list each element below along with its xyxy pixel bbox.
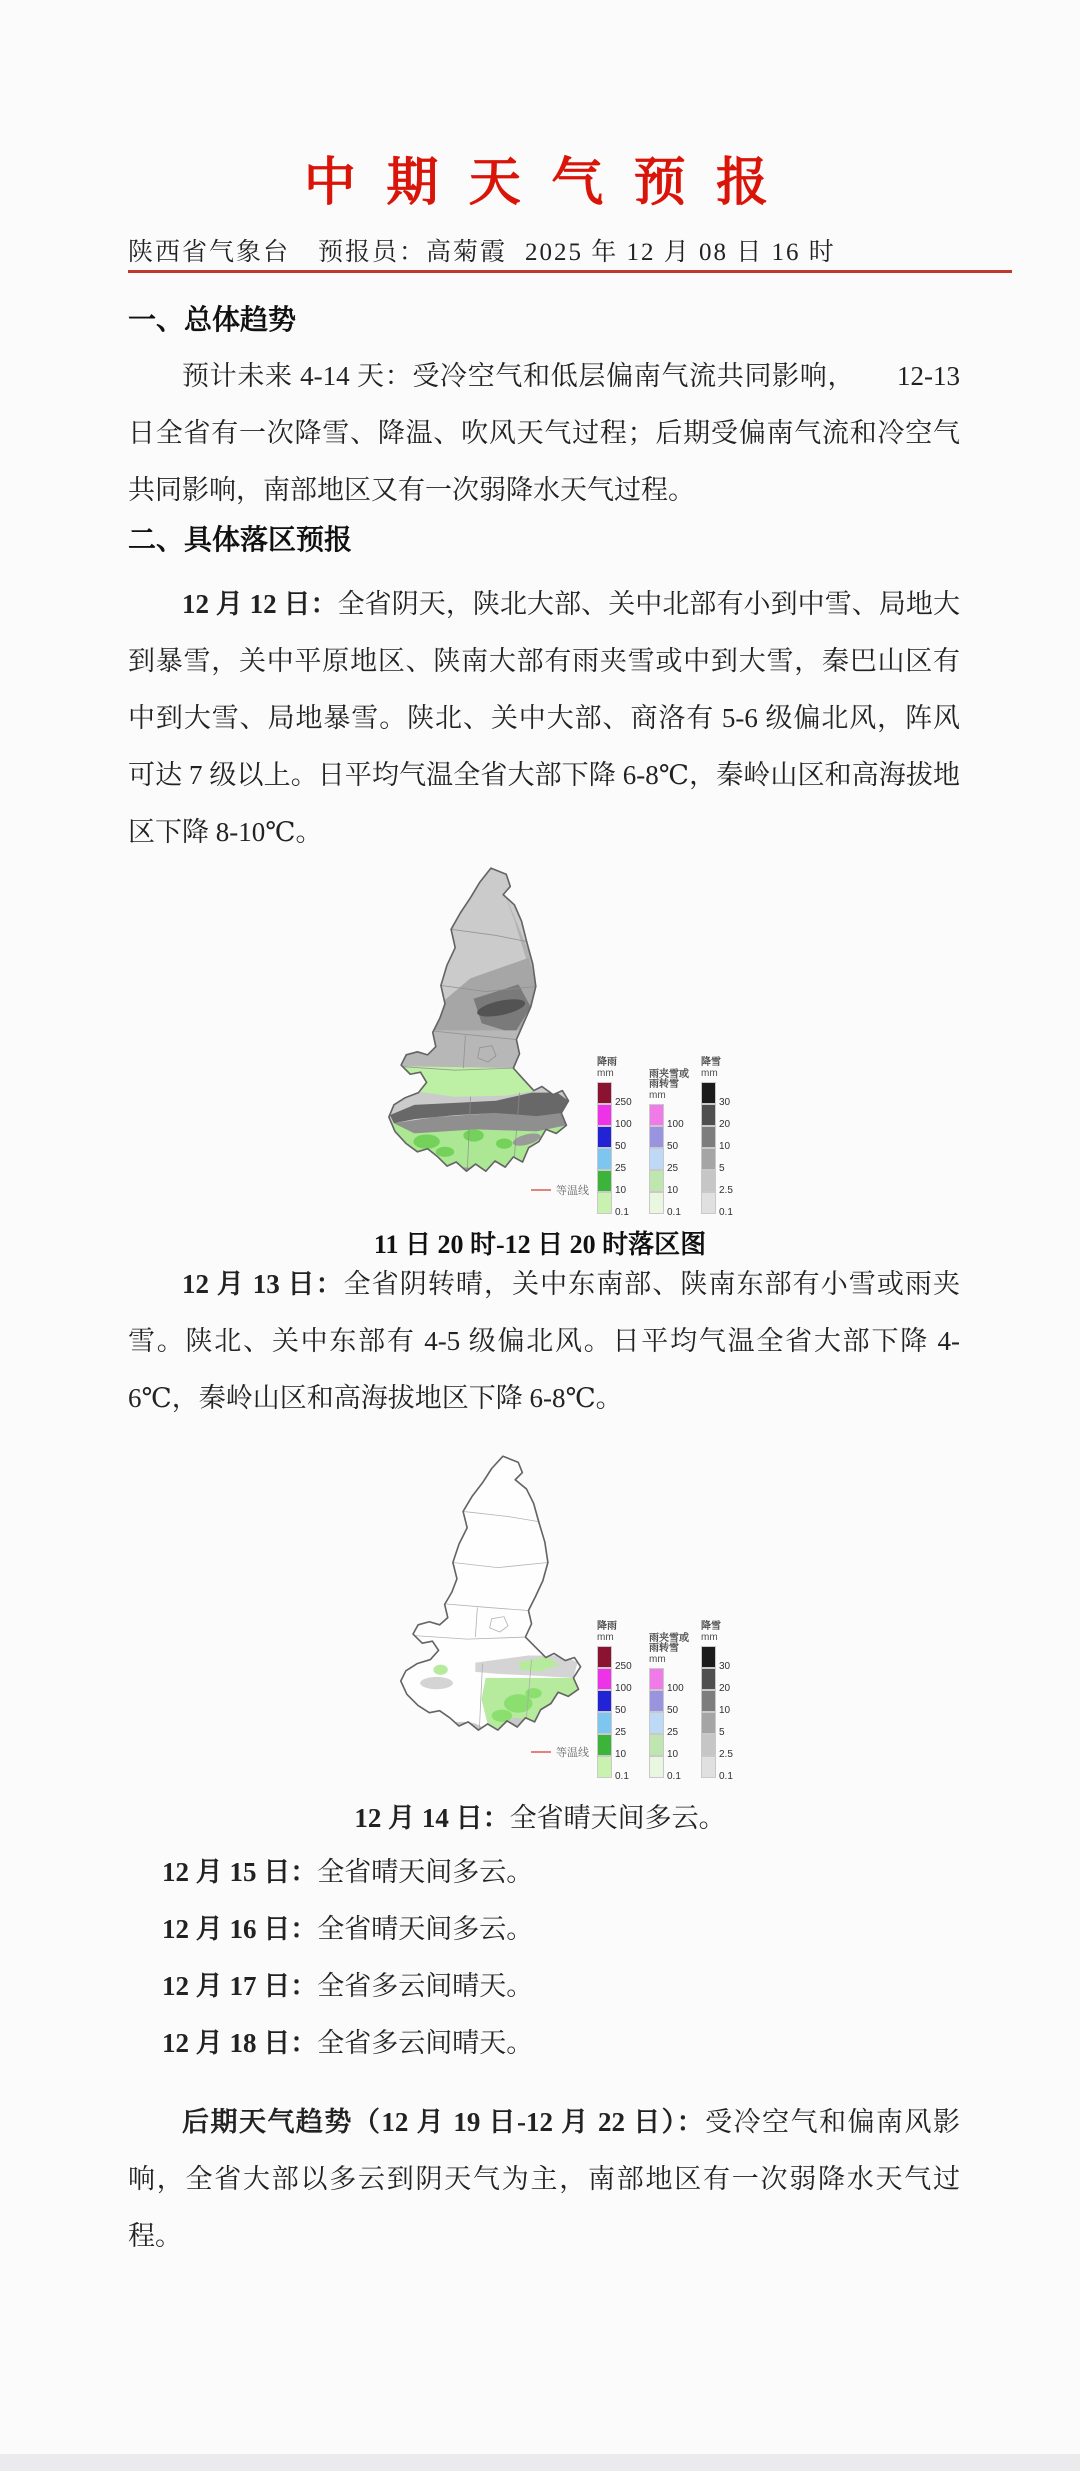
legend-title: 降雨 (597, 1621, 617, 1632)
legend-swatch (649, 1734, 664, 1756)
legend-swatch (701, 1690, 716, 1712)
legend-value: 10 (719, 1141, 731, 1152)
isoline-legend (531, 1744, 589, 1760)
legend-segment (649, 1690, 684, 1716)
map2-legend (597, 1621, 749, 1782)
legend-column (597, 1621, 645, 1782)
legend-segment (649, 1712, 684, 1738)
forecast-dec18 (128, 2015, 960, 2072)
legend-swatch (597, 1734, 612, 1756)
legend-swatch (597, 1646, 612, 1668)
byline-forecaster: 预报员：高菊霞 (318, 239, 508, 266)
legend-value: 50 (615, 1141, 627, 1152)
legend-value: 20 (719, 1683, 731, 1694)
legend-swatch (701, 1126, 716, 1148)
legend-value: 10 (719, 1705, 731, 1716)
isoline-legend (531, 1182, 589, 1198)
legend-segment (649, 1734, 684, 1760)
forecast-text: 全省晴天间多云。 (509, 1803, 726, 1833)
legend-segment (701, 1734, 733, 1760)
precipitation-map-2 (235, 1450, 835, 1800)
legend-unit: mm (597, 1632, 614, 1643)
legend-value: 50 (615, 1705, 627, 1716)
legend-column (701, 1057, 749, 1218)
legend-segment (701, 1148, 733, 1174)
legend-value: 20 (719, 1119, 731, 1130)
legend-swatch (701, 1192, 716, 1214)
legend-segment (649, 1756, 684, 1782)
forecast-dec16 (128, 1901, 960, 1958)
legend-segment (701, 1082, 733, 1108)
legend-segment (597, 1712, 632, 1738)
legend-value: 0.1 (615, 1771, 629, 1782)
legend-value: 100 (615, 1119, 632, 1130)
legend-segment (701, 1668, 733, 1694)
legend-swatch (649, 1668, 664, 1690)
legend-value: 0.1 (667, 1207, 681, 1218)
legend-title: 雨夹雪或雨转雪 (649, 1633, 689, 1654)
forecast-text: 全省晴天间多云。 (317, 1857, 534, 1887)
legend-title: 降雨 (597, 1057, 617, 1068)
closing-text: 受冷空气和偏南风影响，全省大部以多云到阴天气为主，南部地区有一次弱降水天气过程。 (128, 2107, 960, 2251)
section-heading-detail: 二、具体落区预报 (128, 524, 353, 555)
legend-segment (597, 1126, 632, 1152)
legend-value: 2.5 (719, 1749, 733, 1760)
isoline-label: 等温线 (556, 1185, 589, 1197)
legend-value: 250 (615, 1661, 632, 1672)
forecast-date: 12 月 13 日： (182, 1269, 344, 1299)
legend-swatch (597, 1126, 612, 1148)
legend-color-bar (701, 1082, 733, 1218)
forecast-text: 全省阴转晴，关中东南部、陕南东部有小雪或雨夹雪。陕北、关中东部有 4-5 级偏北风。日平均气温全省大部下降 4-6℃，秦岭山区和高海拔地区下降 6-8℃。 (128, 1269, 961, 1413)
legend-value: 5 (719, 1727, 725, 1738)
legend-segment (701, 1756, 733, 1782)
shaanxi-map-dec12 (353, 864, 588, 1211)
legend-column (597, 1057, 645, 1218)
forecast-date: 12 月 16 日： (162, 1914, 318, 1944)
legend-title: 降雪 (701, 1621, 721, 1632)
forecast-text: 全省多云间晴天。 (317, 1971, 534, 2001)
legend-value: 5 (719, 1163, 725, 1174)
byline (128, 232, 1012, 268)
legend-title: 降雪 (701, 1057, 721, 1068)
forecast-text: 全省阴天，陕北大部、关中北部有小到中雪、局地大到暴雪，关中平原地区、陕南大部有雨夹雪或中到大雪，秦巴山区有中到大雪、局地暴雪。陕北、关中大部、商洛有 5-6 级偏北风，阵风可达 7 级以上。日平均气温全省大部下降 6-8℃，秦岭山区和高海拔地区下降 8-10℃。 (128, 589, 960, 847)
shaanxi-map-dec13 (365, 1452, 600, 1767)
forecast-date: 12 月 17 日： (162, 1971, 318, 2001)
legend-value: 100 (615, 1683, 632, 1694)
legend-swatch (701, 1668, 716, 1690)
legend-value: 25 (615, 1727, 627, 1738)
legend-value: 30 (719, 1661, 731, 1672)
closing-paragraph (128, 2094, 960, 2265)
legend-value: 10 (615, 1185, 627, 1196)
legend-segment (597, 1148, 632, 1174)
forecast-date: 12 月 18 日： (162, 2028, 318, 2058)
legend-swatch (649, 1104, 664, 1126)
legend-column (649, 1633, 697, 1782)
legend-swatch (649, 1712, 664, 1734)
forecast-text: 全省多云间晴天。 (317, 2028, 534, 2058)
legend-value: 25 (615, 1163, 627, 1174)
legend-unit: mm (597, 1068, 614, 1079)
legend-swatch (701, 1712, 716, 1734)
map1-caption: 11 日 20 时-12 日 20 时落区图 (373, 1230, 707, 1259)
legend-value: 50 (667, 1705, 679, 1716)
red-divider-rule (128, 270, 1012, 273)
legend-value: 0.1 (719, 1771, 733, 1782)
legend-value: 100 (667, 1683, 684, 1694)
legend-color-bar (649, 1668, 684, 1782)
legend-segment (649, 1148, 684, 1174)
forecast-dec14 (0, 1790, 1080, 1847)
legend-segment (649, 1170, 684, 1196)
isoline-swatch (531, 1751, 551, 1753)
legend-color-bar (597, 1082, 632, 1218)
legend-unit: mm (649, 1654, 666, 1665)
legend-segment (597, 1104, 632, 1130)
legend-swatch (649, 1126, 664, 1148)
map1-legend (597, 1057, 749, 1218)
legend-segment (701, 1712, 733, 1738)
legend-segment (649, 1126, 684, 1152)
forecast-date: 12 月 12 日： (182, 589, 338, 619)
legend-segment (649, 1668, 684, 1694)
precipitation-map-1 (235, 862, 835, 1240)
page-title: 中 期 天 气 预 报 (303, 154, 777, 212)
byline-org: 陕西省气象台 (128, 239, 291, 266)
legend-segment (701, 1192, 733, 1218)
legend-color-bar (649, 1104, 684, 1218)
legend-unit: mm (701, 1068, 718, 1079)
forecast-dec17 (128, 1958, 960, 2015)
legend-color-bar (597, 1646, 632, 1782)
legend-swatch (701, 1734, 716, 1756)
map2-fill-regions (365, 1452, 600, 1767)
legend-value: 2.5 (719, 1185, 733, 1196)
legend-unit: mm (701, 1632, 718, 1643)
legend-swatch (701, 1170, 716, 1192)
legend-title: 雨夹雪或雨转雪 (649, 1069, 689, 1090)
legend-value: 30 (719, 1097, 731, 1108)
legend-unit: mm (649, 1090, 666, 1101)
isoline-label: 等温线 (556, 1747, 589, 1759)
legend-value: 250 (615, 1097, 632, 1108)
legend-segment (701, 1104, 733, 1130)
forecast-dec13 (128, 1256, 960, 1427)
legend-swatch (701, 1082, 716, 1104)
legend-segment (597, 1170, 632, 1196)
legend-value: 0.1 (667, 1771, 681, 1782)
isoline-swatch (531, 1189, 551, 1191)
legend-segment (597, 1192, 632, 1218)
overall-trend-paragraph: 预计未来 4-14 天：受冷空气和低层偏南气流共同影响， 12-13 日全省有一次降雪、降温、吹风天气过程；后期受偏南气流和冷空气共同影响，南部地区又有一次弱降水天气过程。 (128, 361, 960, 505)
legend-swatch (649, 1170, 664, 1192)
forecast-date: 12 月 15 日： (162, 1857, 318, 1887)
legend-segment (597, 1756, 632, 1782)
bottom-gray-bar (0, 2454, 1080, 2471)
legend-segment (597, 1646, 632, 1672)
legend-segment (701, 1646, 733, 1672)
legend-swatch (701, 1646, 716, 1668)
legend-swatch (597, 1668, 612, 1690)
legend-value: 10 (667, 1185, 679, 1196)
section-heading-overall: 一、总体趋势 (128, 304, 297, 335)
legend-segment (597, 1668, 632, 1694)
legend-swatch (701, 1148, 716, 1170)
map1-fill-regions (353, 864, 588, 1211)
forecast-text: 全省晴天间多云。 (317, 1914, 534, 1944)
legend-swatch (649, 1756, 664, 1778)
legend-swatch (649, 1192, 664, 1214)
legend-segment (649, 1104, 684, 1130)
forecast-dec15 (128, 1844, 960, 1901)
legend-segment (701, 1170, 733, 1196)
legend-segment (597, 1690, 632, 1716)
legend-segment (597, 1082, 632, 1108)
legend-swatch (597, 1148, 612, 1170)
legend-swatch (597, 1104, 612, 1126)
forecast-date: 12 月 14 日： (354, 1803, 510, 1833)
legend-value: 10 (667, 1749, 679, 1760)
legend-swatch (597, 1690, 612, 1712)
legend-swatch (597, 1170, 612, 1192)
legend-swatch (597, 1192, 612, 1214)
legend-value: 0.1 (719, 1207, 733, 1218)
legend-value: 100 (667, 1119, 684, 1130)
closing-lead: 后期天气趋势（12 月 19 日-12 月 22 日）： (182, 2107, 706, 2137)
legend-segment (597, 1734, 632, 1760)
legend-color-bar (701, 1646, 733, 1782)
legend-swatch (597, 1712, 612, 1734)
legend-value: 10 (615, 1749, 627, 1760)
legend-segment (701, 1690, 733, 1716)
legend-swatch (597, 1756, 612, 1778)
legend-swatch (701, 1756, 716, 1778)
legend-value: 25 (667, 1163, 679, 1174)
legend-column (649, 1069, 697, 1218)
legend-value: 0.1 (615, 1207, 629, 1218)
forecast-dec12 (128, 576, 960, 861)
legend-value: 25 (667, 1727, 679, 1738)
legend-value: 50 (667, 1141, 679, 1152)
legend-segment (701, 1126, 733, 1152)
legend-segment (649, 1192, 684, 1218)
legend-swatch (649, 1148, 664, 1170)
legend-swatch (701, 1104, 716, 1126)
legend-swatch (597, 1082, 612, 1104)
legend-swatch (649, 1690, 664, 1712)
legend-column (701, 1621, 749, 1782)
byline-datetime: 2025 年 12 月 08 日 16 时 (525, 239, 836, 266)
